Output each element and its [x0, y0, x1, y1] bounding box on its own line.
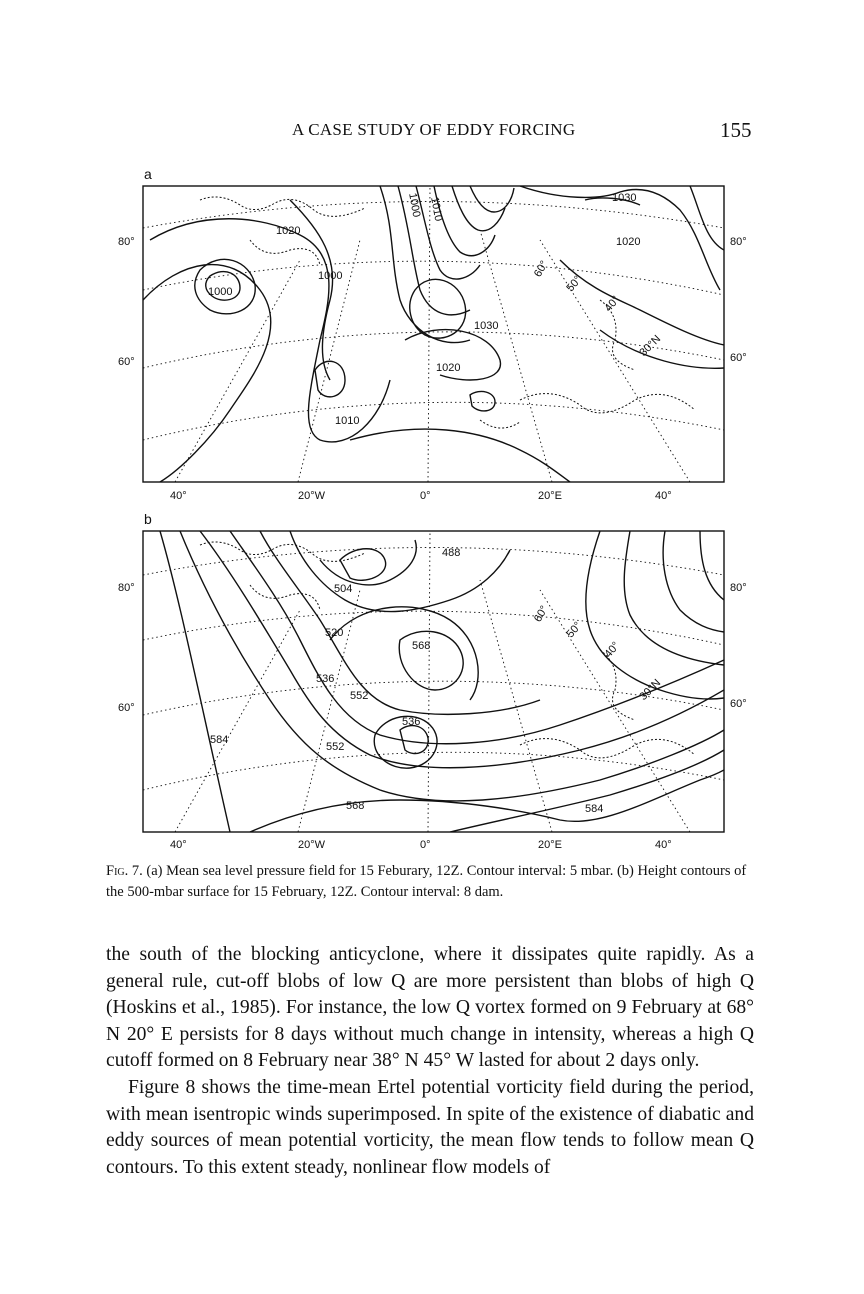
panel-b-lon-label: 40°	[170, 839, 187, 851]
panel-a-graticule	[143, 186, 724, 482]
panel-b-letter: b	[144, 511, 152, 527]
panel-b-grid-label: 40°	[602, 639, 623, 661]
panel-a-contour-label: 1000	[318, 270, 343, 282]
running-head-title: A CASE STUDY OF EDDY FORCING	[292, 120, 576, 139]
panel-a-lat-label-right: 60°	[730, 352, 747, 364]
panel-b-lon-label: 40°	[655, 839, 672, 851]
panel-a-lon-label: 40°	[655, 490, 672, 502]
panel-b-contour-label: 568	[346, 800, 365, 812]
panel-b-lon-label: 20°E	[538, 839, 562, 851]
panel-a-contour-label: 1010	[428, 196, 445, 223]
panel-a-lon-label: 40°	[170, 490, 187, 502]
panel-b-lat-label-right: 80°	[730, 582, 747, 594]
paragraph: Figure 8 shows the time-mean Ertel potential vorticity field during the period, with mean isentropic winds superimposed. In spite of the existence of diabatic and eddy sources of mean potential vorticity, the mean flow tends to follow mean Q contours. To this extent steady, nonlinear flow models of	[106, 1076, 754, 1178]
panel-a-map	[143, 186, 724, 482]
body-text	[106, 942, 754, 1181]
panel-a-lat-label-right: 80°	[730, 236, 747, 248]
panel-a-lat-label-left: 60°	[118, 356, 135, 368]
panel-a-contour-label: 1030	[612, 192, 637, 204]
figure-caption	[106, 861, 766, 903]
figure-label: Fig. 7.	[106, 863, 143, 879]
panel-b-lat-label-right: 60°	[730, 698, 747, 710]
panel-a-contour-label: 1020	[616, 236, 641, 248]
panel-a-contour-label: 1020	[276, 225, 301, 237]
panel-b-contour-label: 584	[210, 734, 229, 746]
panel-a-grid-label: 60°	[531, 258, 551, 280]
panel-b-grid-label: 50°	[564, 619, 585, 641]
panel-a-lon-label: 20°W	[298, 490, 326, 502]
panel-b-lon-label: 20°W	[298, 839, 326, 851]
caption-text: (a) Mean sea level pressure field for 15 Feburary, 12Z. Contour interval: 5 mbar. (b) Height contours of the 500-mbar surface for 15 February, 12Z. Contour interval: 8 dam.	[106, 863, 747, 900]
panel-b-contour-label: 488	[442, 547, 461, 559]
panel-b-lat-label-left: 80°	[118, 582, 135, 594]
panel-a-contour-label: 1030	[474, 320, 499, 332]
panel-a-lon-label: 20°E	[538, 490, 562, 502]
panel-a-grid-label: 30°N	[637, 333, 664, 359]
panel-b-contour-label: 536	[316, 673, 335, 685]
panel-b-contour-label: 504	[334, 583, 353, 595]
panel-a-isobars	[143, 186, 724, 482]
panel-b-contour-label: 552	[326, 741, 345, 753]
panel-b-lat-label-left: 60°	[118, 702, 135, 714]
panel-a-grid-label: 40°	[602, 293, 623, 315]
panel-a-contour-label: 1020	[436, 362, 461, 374]
panel-b-grid-label: 60°	[531, 603, 551, 625]
panel-a-lat-label-left: 80°	[118, 236, 135, 248]
panel-a-letter: a	[144, 166, 152, 182]
panel-b-contour-label: 536	[402, 716, 421, 728]
panel-b-contour-label: 568	[412, 640, 431, 652]
panel-a-contour-label: 1000	[406, 192, 423, 219]
page-number: 155	[720, 118, 752, 142]
panel-a-frame	[143, 186, 724, 482]
panel-a-lon-label: 0°	[420, 490, 431, 502]
paragraph: the south of the blocking anticyclone, where it dissipates quite rapidly. As a general rule, cut-off blobs of low Q are more persistent than blobs of high Q (Hoskins et al., 1985). For instance, the low Q vortex formed on 9 February at 68° N 20° E persists for 8 days without much change in intensity, whereas a high Q cutoff formed on 8 February near 38° N 45° W lasted for about 2 days only.	[106, 944, 754, 1072]
panel-b-coastlines	[200, 542, 695, 758]
panel-a-grid-label: 50°	[564, 273, 585, 295]
panel-b-grid-label: 30°N	[637, 677, 664, 703]
panel-b-lon-label: 0°	[420, 839, 431, 851]
panel-b-contour-label: 552	[350, 690, 369, 702]
panel-b-contour-label: 584	[585, 803, 604, 815]
panel-b-contour-label: 520	[325, 627, 344, 639]
panel-b-map	[143, 531, 724, 832]
panel-a-contour-label: 1000	[208, 286, 233, 298]
panel-a-contour-label: 1010	[335, 415, 360, 427]
